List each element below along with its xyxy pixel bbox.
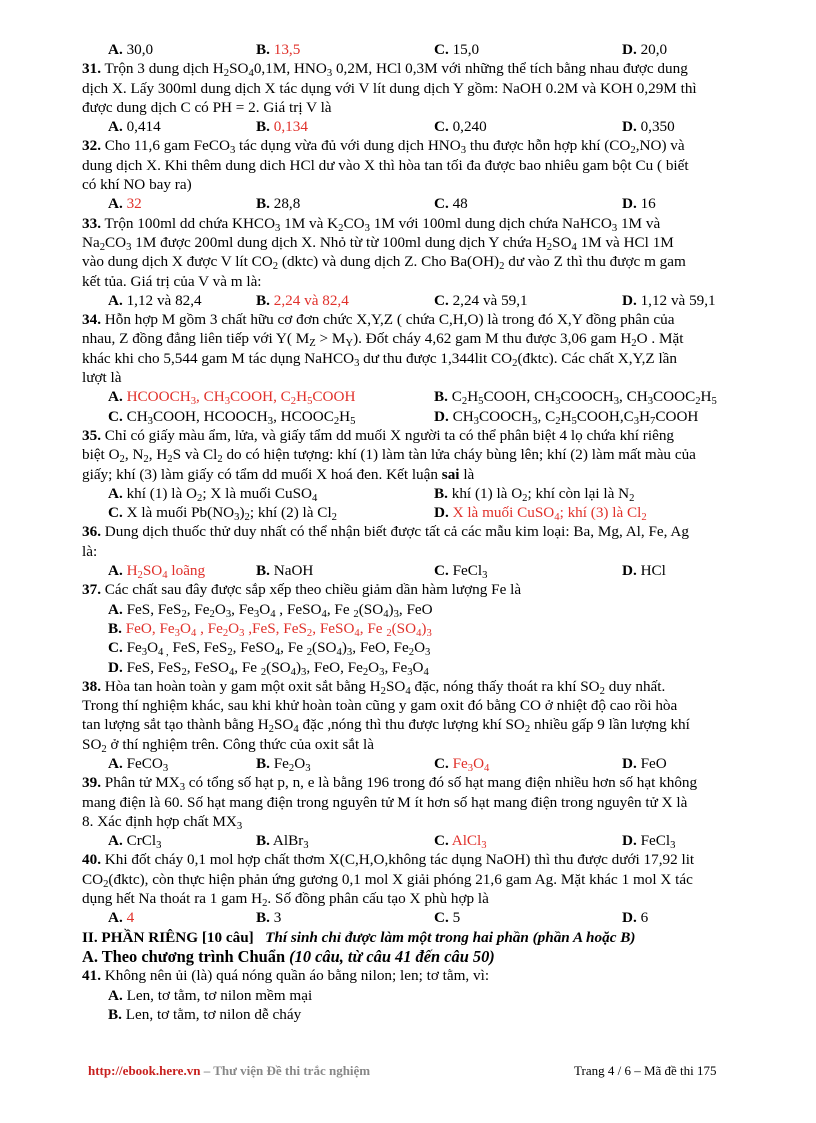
option-d: D. 20,0: [622, 41, 668, 58]
q30-options: [82, 40, 742, 59]
option-b-correct: B. FeO, $Fe_3O_4$ , $Fe_2O_3$ ,FeS, FeS$_2$, FeSO$_4$, Fe $_2(SO_4)_3$: [108, 619, 432, 639]
q37-stem: 37. Các chất sau đây được sắp xếp theo chiều giảm dần hàm lượng Fe là: [82, 581, 522, 599]
subsection-heading: A. Theo chương trình Chuẩn (10 câu, từ câu 41 đến câu 50): [82, 946, 495, 966]
option-c: C. 0,240: [434, 118, 487, 136]
option-c: C. $Fe_3O_{4 ,}$ FeS, FeS$_2$, FeSO$_4$, Fe $_2(SO_4)_3$, FeO, $Fe_2O_3$: [108, 639, 431, 659]
option-a: A. Len, tơ tằm, tơ nilon mềm mại: [108, 986, 313, 1004]
option-b: B. $C_2H_5COOH$, $CH_3COOCH_3$, $CH_3COOC_2H_5$: [434, 388, 717, 408]
q33-stem: 33. Trộn 100ml dd chứa $KHCO_3$ 1M và $K_2CO_3$ 1M với 100ml dung dịch chứa NaHCO$_3$ 1M và: [82, 214, 661, 234]
q34-options-row1: [82, 387, 742, 406]
option-a-correct: A. 32: [108, 195, 142, 213]
option-d: D. FeO: [622, 754, 667, 772]
q41-stem: 41. Không nên ủi (là) quá nóng quần áo bằng nilon; len; tơ tằm, vì:: [82, 967, 490, 985]
q35-options-row2: [82, 503, 742, 522]
q34-stem: 34. Hỗn hợp M gồm 3 chất hữu cơ đơn chức X,Y,Z ( chứa C,H,O) là trong đó X,Y đồng phân của: [82, 311, 675, 329]
option-c-correct: C. AlCl$_3$: [434, 832, 487, 852]
option-b: B. $Fe_2O_3$: [256, 754, 311, 774]
option-d: D. FeCl$_3$: [622, 832, 676, 852]
option-c: C. FeCl$_3$: [434, 562, 488, 582]
option-b: B. NaOH: [256, 562, 314, 580]
section-heading: II. PHẦN RIÊNG [10 câu] Thí sinh chỉ được làm một trong hai phần (phần A hoặc B): [82, 928, 636, 946]
footer-link[interactable]: http://ebook.here.vn: [88, 1063, 201, 1078]
option-a-correct: A. $H_2SO_4$ loãng: [108, 562, 206, 582]
option-d: D. 0,350: [622, 118, 675, 136]
option-b: B. AlBr$_3$: [256, 832, 309, 852]
option-a-correct: A. 4: [108, 909, 135, 927]
q35-options-row1: [82, 484, 742, 503]
q33-options: [82, 291, 742, 310]
q39-options: [82, 831, 742, 850]
option-d: D. FeS, FeS$_2$, FeSO$_4$, Fe $_2(SO_4)_3$, FeO, $Fe_2O_3$, $Fe_3O_4$: [108, 658, 429, 678]
q32-options: [82, 194, 742, 213]
q40-options: [82, 908, 742, 927]
option-c: C. X là muối $Pb(NO_3)_2$; khí (2) là $Cl_2$: [108, 504, 337, 524]
option-d-correct: D. X là muối CuSO$_4$; khí (3) là $Cl_2$: [434, 504, 647, 524]
option-d: D. 16: [622, 195, 656, 213]
option-a-correct: A. $HCOOCH_3$, $CH_3COOH$, $C_2H_5COOH$: [108, 388, 356, 408]
q32-stem: 32. Cho 11,6 gam FeCO$_3$ tác dụng vừa đủ với dung dịch $HNO_3$ thu được hỗn hợp khí $(CO_2,NO)$ và: [82, 137, 685, 157]
option-a: A. 30,0: [108, 41, 154, 58]
page-number: Trang 4 / 6 – Mã đề thi 175: [574, 1063, 717, 1078]
option-b: B. khí (1) là $O_2$; khí còn lại là $N_2$: [434, 484, 635, 504]
option-a: A. khí (1) là $O_2$; X là muối CuSO$_4$: [108, 484, 318, 504]
option-a: A. 0,414: [108, 118, 161, 136]
option-b: B. 28,8: [256, 195, 301, 213]
option-a: A. CrCl$_3$: [108, 832, 162, 852]
exam-page: A. 30,0 B. 13,5 C. 15,0 D. 20,0 31. Trộn 3 dung dịch $H_2SO_40,1M$, $HNO_3$ 0,2M, HCl 0,3M với những thể tích bằng nhau được dung dịch X. Lấy 300ml dung dịch X tác dụng với V lít dung dịch Y gồm: NaOH 0.2M và KOH 0,29M thì được dung dịch C có PH = 2. Giá trị V là A. 0,414 B. 0,134 C. 0,240 D. 0,350 32. Cho 11,6 gam FeCO$_3$ tác dụng vừa đủ với dung dịch $HNO_3$ thu được hỗn hợp khí $(CO_2,NO)$ và dung dịch X. Khi thêm dung dich HCl dư vào X thì hòa tan tối đa được bao nhiêu gam bột Cu ( biết có khí NO bay ra) A. 32 B. 28,8 C. 48 D. 16 33. Trộn 100ml dd chứa $KHCO_3$ 1M và $K_2CO_3$ 1M với 100ml dung dịch chứa NaHCO$_3$ 1M và $Na_2CO_3$ 1M được 200ml dung dịch X. Nhỏ từ từ 100ml dung dịch Y chứa $H_2SO_4$ 1M và HCl 1M vào dung dịch X được V lít $CO_2$ (dktc) và dung dịch Z. Cho $Ba(OH)_2$ dư vào Z thì thu được m gam kết tủa. Giá trị của V và m là: A. 1,12 và 82,4 B. 2,24 và 82,4 C. 2,24 và 59,1 D. 1,12 và 59,1 34. Hỗn hợp M gồm 3 chất hữu cơ đơn chức X,Y,Z ( chứa C,H,O) là trong đó X,Y đồng phân của nhau, Z đồng đẳng liên tiếp với Y( $M_Z > M_Y$). Đốt cháy 4,62 gam M thu được 3,06 gam $H_2O$ . Mặt khác khi cho 5,544 gam M tác dụng NaHCO$_3$ dư thu được 1,344lit $CO_2(đktc)$. Các chất X,Y,Z lần lượt là A. $HCOOCH_3$, $CH_3COOH$, $C_2H_5COOH$ B. $C_2H_5COOH$, $CH_3COOCH_3$, $CH_3COOC_2H_5$ C. $CH_3COOH$, $HCOOCH_3$, $HCOOC_2H_5$ D. $CH_3COOCH_3$, $C_2H_5COOH,C_3H_7COOH$ 35. Chỉ có giấy màu ẩm, lửa, và giấy tẩm dd muối X người ta có thể phân biệt 4 lọ chứa khí riêng biệt $O_2$, $N_2$, $H_2S$ và $Cl_2$ do có hiện tượng: khí (1) làm tàn lửa cháy bùng lên; khí (2) làm mất màu của giấy; khí (3) làm giấy có tẩm dd muối X hoá đen. Kết luận sai là A. khí (1) là $O_2$; X là muối CuSO$_4$ B. khí (1) là $O_2$; khí còn lại là $N_2$ C. X là muối $Pb(NO_3)_2$; khí (2) là $Cl_2$ D. X là muối CuSO$_4$; khí (3) là $Cl_2$ 36. Dung dịch thuốc thử duy nhất có thể nhận biết được tất cả các mẫu kim loại: Ba, Mg, Al, Fe, Ag là: A. $H_2SO_4$ loãng B. NaOH C. FeCl$_3$ D. HCl 37. Các chất sau đây được sắp xếp theo chiều giảm dần hàm lượng Fe là A. FeS, FeS$_2$, $Fe_2O_3$, $Fe_3O_4$ , FeSO$_4$, Fe $_2(SO_4)_3$, FeO B. FeO, $Fe_3O_4$ , $Fe_2O_3$ ,FeS, FeS$_2$, FeSO$_4$, Fe $_2(SO_4)_3$ C. $Fe_3O_{4 ,}$ FeS, FeS$_2$, FeSO$_4$, Fe $_2(SO_4)_3$, FeO, $Fe_2O_3$ D. FeS, FeS$_2$, FeSO$_4$, Fe $_2(SO_4)_3$, FeO, $Fe_2O_3$, $Fe_3O_4$ 38. Hòa tan hoàn toàn y gam một oxit sắt bằng $H_2SO_4$ đặc, nóng thấy thoát ra khí $SO_2$ duy nhất. Trong thí nghiệm khác, sau khi khử hoàn toàn cũng y gam oxit đó bằng CO ở nhiệt độ cao rồi hòa tan lượng sắt tạo thành bằng $H_2SO_4$ đặc ,nóng thì thu được lượng khí $SO_2$ nhiều gấp 9 lần lượng khí $SO_2$ ở thí nghiệm trên. Công thức của oxit sắt là A. FeCO$_3$ B. $Fe_2O_3$ C. $Fe_3O_4$ D. FeO 39. Phân tử $MX_3$ có tổng số hạt p, n, e là bằng 196 trong đó số hạt mang điện nhiều hơn số hạt không mang điện là 60. Số hạt mang điện trong nguyên tử M ít hơn số hạt mang điện trong nguyên tử X là 8. Xác định hợp chất $MX_3$ A. CrCl$_3$ B. AlBr$_3$ C. AlCl$_3$ D. FeCl$_3$ 40. Khi đốt cháy 0,1 mol hợp chất thơm X(C,H,O,không tác dụng NaOH) thì thu được dưới 17,92 lit $CO_2(đktc)$, còn thực hiện phản ứng gương 0,1 mol X giải phóng 21,6 gam Ag. Mặt khác 1 mol X tác dụng hết Na thoát ra 1 gam $H_2$. Số đồng phân cấu tạo X phù hợp là A. 4 B. 3 C. 5 D. 6 II. PHẦN RIÊNG [10 câu] Thí sinh chỉ được làm một trong hai phần (phần A hoặc B) A. Theo chương trình Chuẩn (10 câu, từ câu 41 đến câu 50) 41. Không nên ủi (là) quá nóng quần áo bằng nilon; len; tơ tằm, vì: A. Len, tơ tằm, tơ nilon mềm mại B. Len, tơ tằm, tơ nilon dễ cháy: [82, 40, 742, 1024]
option-b-correct: B. 13,5: [256, 41, 301, 58]
option-c: C. 2,24 và 59,1: [434, 291, 528, 309]
option-b: B. Len, tơ tằm, tơ nilon dễ cháy: [108, 1005, 302, 1023]
q40-stem: 40. Khi đốt cháy 0,1 mol hợp chất thơm X(C,H,O,không tác dụng NaOH) thì thu được dưới 17,92 lit: [82, 851, 695, 869]
q36-stem: 36. Dung dịch thuốc thử duy nhất có thể nhận biết được tất cả các mẫu kim loại: Ba, Mg, Al, Fe, Ag: [82, 523, 689, 541]
q38-stem: 38. Hòa tan hoàn toàn y gam một oxit sắt bằng $H_2SO_4$ đặc, nóng thấy thoát ra khí $SO_2$ duy nhất.: [82, 677, 666, 697]
q36-options: [82, 561, 742, 580]
option-c: C. 48: [434, 195, 468, 213]
option-c: C. $CH_3COOH$, $HCOOCH_3$, $HCOOC_2H_5$: [108, 407, 356, 427]
option-d: D. $CH_3COOCH_3$, $C_2H_5COOH,C_3H_7COOH$: [434, 407, 699, 427]
option-d: D. 6: [622, 909, 649, 927]
option-c-correct: C. $Fe_3O_4$: [434, 754, 490, 774]
option-a: A. FeS, FeS$_2$, $Fe_2O_3$, $Fe_3O_4$ , FeSO$_4$, Fe $_2(SO_4)_3$, FeO: [108, 600, 433, 620]
option-a: A. FeCO$_3$: [108, 754, 169, 774]
q39-stem: 39. Phân tử $MX_3$ có tổng số hạt p, n, e là bằng 196 trong đó số hạt mang điện nhiều hơn số hạt không: [82, 774, 698, 794]
option-d: D. 1,12 và 59,1: [622, 291, 716, 309]
q31-options: [82, 117, 742, 136]
q35-stem: 35. Chỉ có giấy màu ẩm, lửa, và giấy tẩm dd muối X người ta có thể phân biệt 4 lọ chứa khí riêng: [82, 426, 675, 444]
option-d: D. HCl: [622, 562, 666, 580]
option-b: B. 3: [256, 909, 282, 927]
option-b-correct: B. 2,24 và 82,4: [256, 291, 349, 309]
q31-stem: 31. Trộn 3 dung dịch $H_2SO_40,1M$, $HNO_3$ 0,2M, HCl 0,3M với những thể tích bằng nhau được dung: [82, 60, 688, 80]
q34-options-row2: [82, 407, 742, 426]
option-a: A. 1,12 và 82,4: [108, 291, 202, 309]
option-c: C. 5: [434, 909, 461, 927]
q38-options: [82, 754, 742, 773]
option-c: C. 15,0: [434, 41, 480, 58]
option-b-correct: B. 0,134: [256, 118, 308, 136]
